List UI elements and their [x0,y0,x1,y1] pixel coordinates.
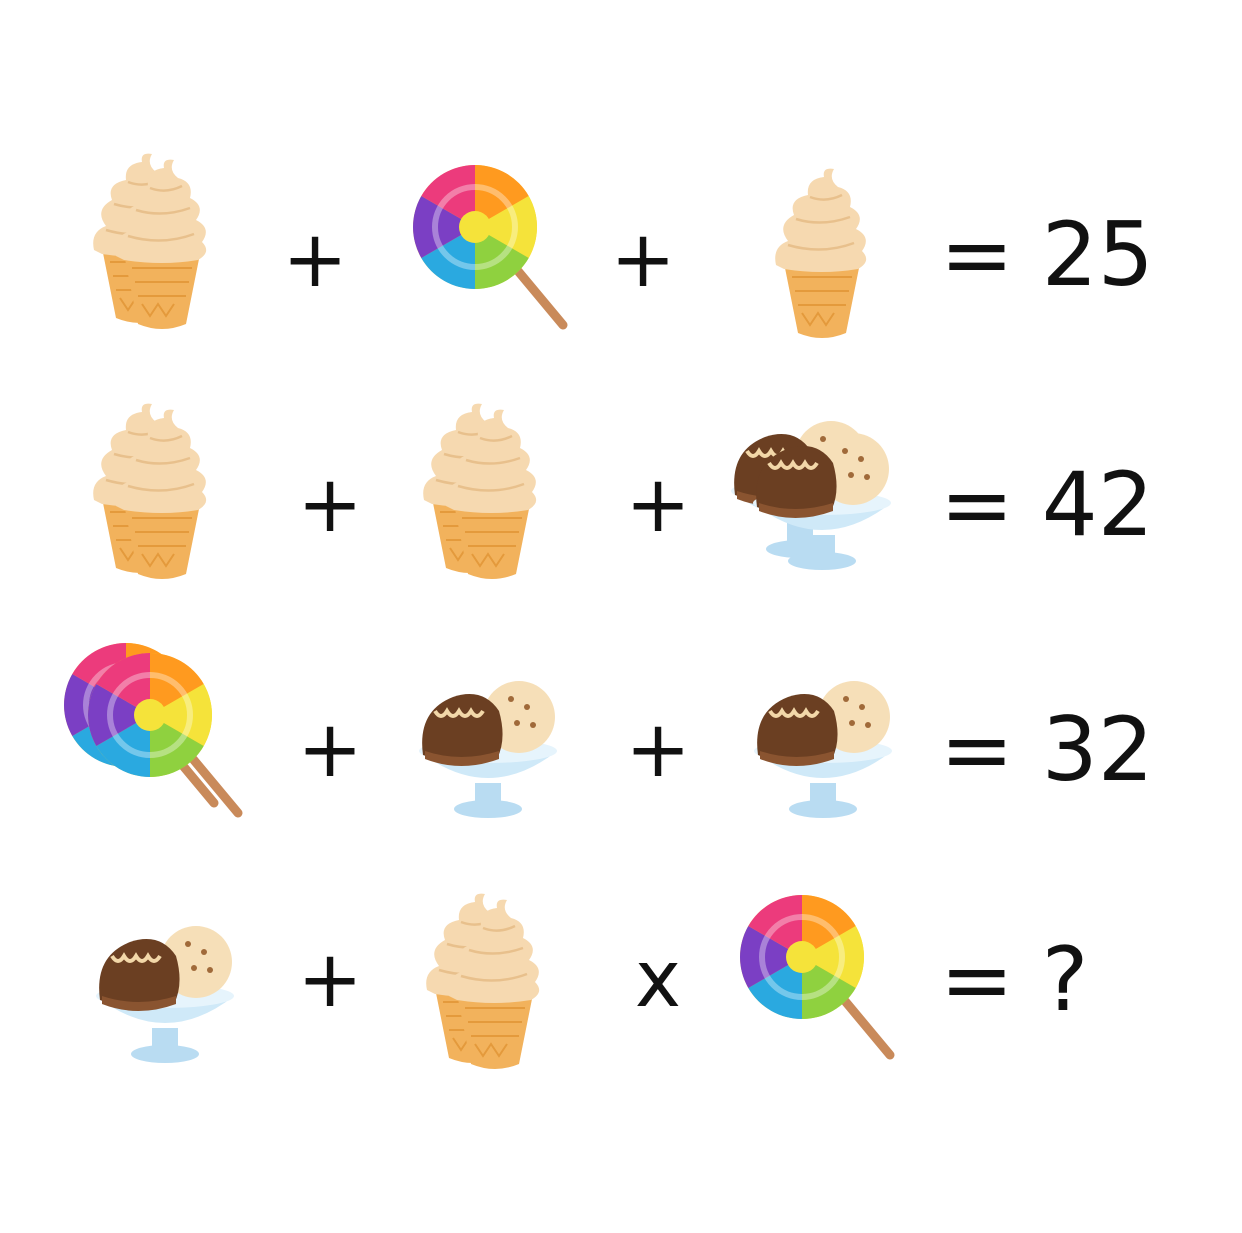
sundae-icon [413,655,563,825]
equation-result [940,200,1154,310]
ice-cream-cone-icon [413,890,563,1075]
result-value: 32 [1041,698,1154,801]
plus-operator: + [297,460,363,550]
plus-operator: + [610,215,676,305]
plus-operator: + [297,935,363,1025]
ice-cream-cone-icon [762,165,882,345]
result-value: 25 [1041,203,1154,306]
equation-result [940,695,1154,805]
lollipop-icon [64,643,244,828]
plus-operator: + [282,215,348,305]
ice-cream-cone-icon [80,400,230,585]
result-value: ? [1041,928,1089,1031]
equation-result [940,450,1154,560]
result-value: 42 [1041,453,1154,556]
equals-sign: = [940,928,1014,1031]
multiply-operator: x [634,935,682,1025]
plus-operator: + [625,705,691,795]
plus-operator: + [297,705,363,795]
plus-operator: + [625,460,691,550]
lollipop-icon [413,165,573,335]
equals-sign: = [940,203,1014,306]
lollipop-icon [740,895,900,1065]
equals-sign: = [940,698,1014,801]
ice-cream-cone-icon [410,400,560,585]
sundae-icon [748,655,898,825]
sundae-icon [90,900,240,1070]
ice-cream-cone-icon [80,150,230,335]
equation-result [940,925,1088,1035]
sundae-icon [725,395,900,580]
equals-sign: = [940,453,1014,556]
